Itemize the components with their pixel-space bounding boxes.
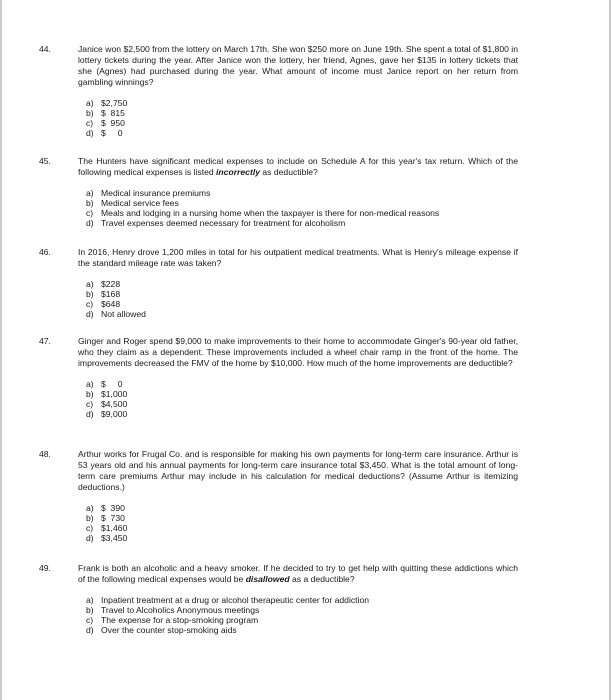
answer-options — [78, 98, 518, 138]
option-text: The expense for a stop-smoking program — [101, 615, 259, 625]
stem-text: Frank is both an alcoholic and a heavy smoker. If he decided to try to get help with quitting these addictions which of the following medical expenses would be — [78, 563, 518, 584]
option-text: $648 — [101, 299, 121, 309]
answer-option — [86, 379, 518, 389]
answer-option — [86, 299, 518, 309]
answer-option — [86, 188, 518, 198]
option-text: $ 815 — [101, 108, 125, 118]
option-text: $ 950 — [101, 118, 125, 128]
question-stem — [78, 563, 518, 585]
option-letter: a) — [86, 98, 94, 108]
question-number: 47. — [39, 336, 51, 346]
question-number: 46. — [39, 247, 51, 257]
question-44 — [39, 44, 518, 138]
option-letter: b) — [86, 289, 94, 299]
answer-option — [86, 625, 518, 635]
question-46 — [39, 247, 518, 319]
question-49 — [39, 563, 518, 635]
question-stem — [78, 336, 518, 369]
question-stem — [78, 247, 518, 269]
question-number: 49. — [39, 563, 51, 573]
answer-options — [78, 279, 518, 319]
option-letter: c) — [86, 399, 94, 409]
option-letter: b) — [86, 198, 94, 208]
stem-text: The Hunters have significant medical expenses to include on Schedule A for this year's tax return. Which of the following medical expenses is listed — [78, 156, 518, 177]
option-letter: b) — [86, 513, 94, 523]
option-letter: a) — [86, 279, 94, 289]
option-text: Inpatient treatment at a drug or alcohol therapeutic center for addiction — [101, 595, 370, 605]
option-text: $9,000 — [101, 409, 128, 419]
question-47 — [39, 336, 518, 419]
option-letter: d) — [86, 309, 94, 319]
option-text: $ 0 — [101, 128, 123, 138]
option-text: Medical insurance premiums — [101, 188, 211, 198]
option-text: $ 390 — [101, 503, 125, 513]
stem-text: Ginger and Roger spend $9,000 to make improvements to their home to accommodate Ginger's 90-year old father, who they claim as a dependent. These improvements included a wheel chair ramp in the front of the home. The improvements decreased the FMV of the home by $10,000. How much of the home improvements are deductible? — [78, 336, 518, 368]
question-stem — [78, 156, 518, 178]
answer-option — [86, 605, 518, 615]
question-number: 45. — [39, 156, 51, 166]
option-letter: b) — [86, 605, 94, 615]
answer-option — [86, 208, 518, 218]
option-letter: a) — [86, 595, 94, 605]
option-text: $2,750 — [101, 98, 128, 108]
option-text: Over the counter stop-smoking aids — [101, 625, 237, 635]
question-stem — [78, 44, 518, 88]
stem-emphasis: disallowed — [245, 574, 290, 584]
answer-option — [86, 503, 518, 513]
option-letter: c) — [86, 615, 94, 625]
answer-option — [86, 615, 518, 625]
option-text: $4,500 — [101, 399, 128, 409]
stem-emphasis: incorrectly — [216, 167, 260, 177]
option-letter: d) — [86, 625, 94, 635]
answer-option — [86, 279, 518, 289]
option-text: Not allowed — [101, 309, 146, 319]
answer-option — [86, 98, 518, 108]
option-letter: d) — [86, 409, 94, 419]
answer-option — [86, 595, 518, 605]
answer-options — [78, 188, 518, 228]
stem-text: In 2016, Henry drove 1,200 miles in total for his outpatient medical treatments. What is Henry's mileage expense if the standard mileage rate was taken? — [78, 247, 518, 268]
answer-option — [86, 108, 518, 118]
answer-option — [86, 399, 518, 409]
question-45 — [39, 156, 518, 228]
option-letter: c) — [86, 299, 94, 309]
answer-option — [86, 128, 518, 138]
question-48 — [39, 449, 518, 543]
answer-option — [86, 289, 518, 299]
option-text: Meals and lodging in a nursing home when the taxpayer is there for non-medical reasons — [101, 208, 440, 218]
answer-options — [78, 595, 518, 635]
option-text: $ 0 — [101, 379, 123, 389]
option-text: $1,460 — [101, 523, 128, 533]
option-text: Medical service fees — [101, 198, 179, 208]
option-letter: d) — [86, 533, 94, 543]
stem-text: as a deductible? — [289, 574, 355, 584]
option-text: Travel expenses deemed necessary for treatment for alcoholism — [101, 218, 346, 228]
option-letter: b) — [86, 108, 94, 118]
option-text: $ 730 — [101, 513, 125, 523]
answer-options — [78, 379, 518, 419]
answer-option — [86, 118, 518, 128]
answer-option — [86, 389, 518, 399]
answer-option — [86, 198, 518, 208]
answer-option — [86, 218, 518, 228]
option-letter: c) — [86, 208, 94, 218]
option-text: $168 — [101, 289, 121, 299]
answer-option — [86, 409, 518, 419]
option-letter: d) — [86, 218, 94, 228]
answer-option — [86, 533, 518, 543]
option-text: $228 — [101, 279, 121, 289]
stem-text: as deductible? — [260, 167, 318, 177]
question-number: 48. — [39, 449, 51, 459]
option-letter: a) — [86, 503, 94, 513]
answer-options — [78, 503, 518, 543]
stem-text: Arthur works for Frugal Co. and is responsible for making his own payments for long-term care insurance. Arthur is 53 years old and his annual payments for long-term care insurance total $3,450. What is the total amount of long-term care premiums Arthur may include in his calculation for medical deductions? (Assume Arthur is itemizing deductions.) — [78, 449, 518, 492]
option-letter: c) — [86, 523, 94, 533]
option-letter: a) — [86, 188, 94, 198]
stem-text: Janice won $2,500 from the lottery on March 17th. She won $250 more on June 19th. She spent a total of $1,800 in lottery tickets during the year. After Janice won the lottery, her friend, Agnes, gave her $135 in lottery tickets that she (Agnes) had purchased during the year. What amount of income must Janice report on her return from gambling winnings? — [78, 44, 518, 87]
option-text: $1,000 — [101, 389, 128, 399]
option-text: $3,450 — [101, 533, 128, 543]
option-letter: a) — [86, 379, 94, 389]
question-stem — [78, 449, 518, 493]
answer-option — [86, 309, 518, 319]
answer-option — [86, 523, 518, 533]
option-letter: b) — [86, 389, 94, 399]
answer-option — [86, 513, 518, 523]
option-text: Travel to Alcoholics Anonymous meetings — [101, 605, 260, 615]
question-number: 44. — [39, 44, 51, 54]
option-letter: c) — [86, 118, 94, 128]
option-letter: d) — [86, 128, 94, 138]
